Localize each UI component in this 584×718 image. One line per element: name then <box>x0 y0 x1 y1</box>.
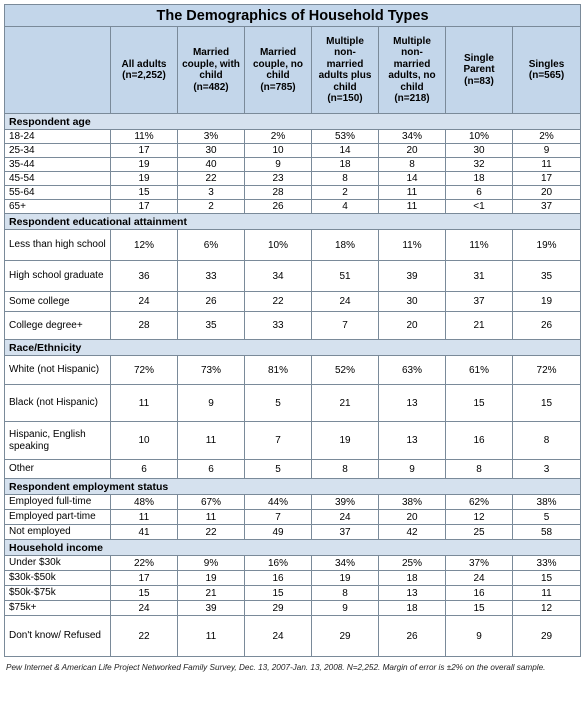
table-cell: 8 <box>312 460 379 479</box>
table-cell: 15 <box>446 601 513 616</box>
table-cell: 37% <box>446 556 513 571</box>
table-cell: 25 <box>446 525 513 540</box>
table-row <box>5 495 581 510</box>
table-cell: 9 <box>312 601 379 616</box>
table-cell: 35 <box>178 312 245 340</box>
table-cell: 29 <box>312 616 379 657</box>
table-cell: 6 <box>111 460 178 479</box>
table-cell: 29 <box>245 601 312 616</box>
table-cell: 41 <box>111 525 178 540</box>
table-cell: 39% <box>312 495 379 510</box>
section-header <box>5 479 581 495</box>
demographics-table <box>4 4 581 657</box>
table-cell: 11% <box>379 230 446 261</box>
table-row <box>5 601 581 616</box>
table-cell: 16% <box>245 556 312 571</box>
table-cell: 23 <box>245 172 312 186</box>
table-cell: 15 <box>513 571 581 586</box>
table-cell: 53% <box>312 130 379 144</box>
table-cell: 15 <box>245 586 312 601</box>
table-cell: 73% <box>178 356 245 385</box>
table-row <box>5 510 581 525</box>
table-row <box>5 385 581 422</box>
table-cell: 9 <box>513 144 581 158</box>
table-cell: 34% <box>379 130 446 144</box>
table-cell: 25% <box>379 556 446 571</box>
section-title: Respondent employment status <box>5 479 581 495</box>
table-row <box>5 172 581 186</box>
row-label: 35-44 <box>5 158 111 172</box>
table-cell: 19 <box>312 422 379 460</box>
row-label: 55-64 <box>5 186 111 200</box>
table-cell: 18 <box>379 601 446 616</box>
row-label: High school graduate <box>5 261 111 292</box>
table-cell: 72% <box>111 356 178 385</box>
table-cell: 9 <box>379 460 446 479</box>
table-cell: 7 <box>245 422 312 460</box>
column-header: All adults (n=2,252) <box>111 27 178 114</box>
table-cell: 5 <box>245 385 312 422</box>
row-label: Don't know/ Refused <box>5 616 111 657</box>
table-cell: 7 <box>312 312 379 340</box>
table-cell: 15 <box>111 186 178 200</box>
table-cell: 24 <box>446 571 513 586</box>
table-cell: 11 <box>379 200 446 214</box>
table-cell: 11 <box>513 586 581 601</box>
table-cell: 24 <box>111 601 178 616</box>
table-cell: 15 <box>446 385 513 422</box>
table-cell: 15 <box>513 385 581 422</box>
table-cell: 19 <box>111 172 178 186</box>
table-cell: 19 <box>312 571 379 586</box>
table-cell: 10 <box>245 144 312 158</box>
table-row <box>5 230 581 261</box>
table-cell: 11 <box>379 186 446 200</box>
table-row <box>5 144 581 158</box>
table-cell: 42 <box>379 525 446 540</box>
table-cell: 21 <box>178 586 245 601</box>
table-cell: 3 <box>513 460 581 479</box>
table-cell: 17 <box>111 571 178 586</box>
table-cell: 5 <box>245 460 312 479</box>
table-cell: 22 <box>178 525 245 540</box>
column-header: Multiple non-married adults plus child (n=150) <box>312 27 379 114</box>
section-header <box>5 540 581 556</box>
table-cell: 16 <box>245 571 312 586</box>
table-cell: 26 <box>513 312 581 340</box>
row-label: Not employed <box>5 525 111 540</box>
table-cell: 11 <box>513 158 581 172</box>
table-row <box>5 292 581 312</box>
table-cell: 10% <box>446 130 513 144</box>
table-cell: 8 <box>312 172 379 186</box>
table-cell: 19 <box>513 292 581 312</box>
table-cell: 6 <box>446 186 513 200</box>
table-cell: 26 <box>178 292 245 312</box>
table-cell: 44% <box>245 495 312 510</box>
table-cell: 38% <box>513 495 581 510</box>
table-cell: 16 <box>446 422 513 460</box>
table-row <box>5 312 581 340</box>
table-cell: 11% <box>446 230 513 261</box>
table-cell: 28 <box>111 312 178 340</box>
row-label: 45-54 <box>5 172 111 186</box>
table-cell: 9 <box>446 616 513 657</box>
table-cell: 9 <box>245 158 312 172</box>
table-cell: 9 <box>178 385 245 422</box>
table-cell: 30 <box>379 292 446 312</box>
section-header <box>5 114 581 130</box>
table-cell: 17 <box>513 172 581 186</box>
row-label: Hispanic, English speaking <box>5 422 111 460</box>
table-cell: 37 <box>312 525 379 540</box>
table-cell: 58 <box>513 525 581 540</box>
column-header: Single Parent (n=83) <box>446 27 513 114</box>
table-row <box>5 186 581 200</box>
row-label: 25-34 <box>5 144 111 158</box>
section-title: Respondent age <box>5 114 581 130</box>
section-header <box>5 214 581 230</box>
table-cell: 6 <box>178 460 245 479</box>
row-label: $50k-$75k <box>5 586 111 601</box>
table-cell: 24 <box>111 292 178 312</box>
table-cell: 62% <box>446 495 513 510</box>
table-cell: 8 <box>446 460 513 479</box>
row-label-header <box>5 27 111 114</box>
section-title: Race/Ethnicity <box>5 340 581 356</box>
table-cell: 39 <box>178 601 245 616</box>
table-cell: 10 <box>111 422 178 460</box>
row-label: White (not Hispanic) <box>5 356 111 385</box>
table-cell: 2 <box>178 200 245 214</box>
table-row <box>5 422 581 460</box>
table-cell: 24 <box>312 292 379 312</box>
table-cell: 34% <box>312 556 379 571</box>
table-cell: <1 <box>446 200 513 214</box>
table-cell: 20 <box>379 144 446 158</box>
table-cell: 32 <box>446 158 513 172</box>
table-cell: 11 <box>178 616 245 657</box>
table-row <box>5 616 581 657</box>
row-label: $75k+ <box>5 601 111 616</box>
table-cell: 12% <box>111 230 178 261</box>
table-cell: 3% <box>178 130 245 144</box>
table-cell: 30 <box>178 144 245 158</box>
row-label: 18-24 <box>5 130 111 144</box>
table-cell: 16 <box>446 586 513 601</box>
table-cell: 63% <box>379 356 446 385</box>
demographics-table-container <box>4 4 580 672</box>
table-cell: 37 <box>513 200 581 214</box>
row-label: Under $30k <box>5 556 111 571</box>
table-cell: 18 <box>379 571 446 586</box>
row-label: 65+ <box>5 200 111 214</box>
table-cell: 30 <box>446 144 513 158</box>
table-cell: 22 <box>111 616 178 657</box>
table-cell: 5 <box>513 510 581 525</box>
table-cell: 35 <box>513 261 581 292</box>
table-cell: 21 <box>446 312 513 340</box>
table-cell: 11 <box>111 510 178 525</box>
row-label: Employed part-time <box>5 510 111 525</box>
table-cell: 39 <box>379 261 446 292</box>
table-cell: 22 <box>178 172 245 186</box>
table-cell: 67% <box>178 495 245 510</box>
column-header-row <box>5 27 581 114</box>
table-cell: 38% <box>379 495 446 510</box>
table-cell: 11 <box>178 422 245 460</box>
table-cell: 61% <box>446 356 513 385</box>
section-title: Household income <box>5 540 581 556</box>
table-row <box>5 525 581 540</box>
table-cell: 33% <box>513 556 581 571</box>
section-header <box>5 340 581 356</box>
table-cell: 48% <box>111 495 178 510</box>
row-label: Less than high school <box>5 230 111 261</box>
table-cell: 26 <box>245 200 312 214</box>
table-cell: 12 <box>513 601 581 616</box>
table-cell: 28 <box>245 186 312 200</box>
table-cell: 20 <box>513 186 581 200</box>
table-cell: 13 <box>379 422 446 460</box>
table-cell: 81% <box>245 356 312 385</box>
table-cell: 22% <box>111 556 178 571</box>
column-header: Multiple non-married adults, no child (n=218) <box>379 27 446 114</box>
table-cell: 22 <box>245 292 312 312</box>
table-cell: 37 <box>446 292 513 312</box>
column-header: Married couple, with child (n=482) <box>178 27 245 114</box>
table-cell: 15 <box>111 586 178 601</box>
table-cell: 4 <box>312 200 379 214</box>
table-row <box>5 130 581 144</box>
table-cell: 18% <box>312 230 379 261</box>
table-cell: 18 <box>446 172 513 186</box>
table-cell: 3 <box>178 186 245 200</box>
table-cell: 2% <box>513 130 581 144</box>
table-row <box>5 460 581 479</box>
row-label: College degree+ <box>5 312 111 340</box>
table-cell: 24 <box>245 616 312 657</box>
table-cell: 72% <box>513 356 581 385</box>
table-cell: 14 <box>379 172 446 186</box>
table-cell: 31 <box>446 261 513 292</box>
footnote: Pew Internet & American Life Project Networked Family Survey, Dec. 13, 2007-Jan. 13, 2008. N=2,252. Margin of error is ±2% on the overall sample. <box>6 663 546 672</box>
table-cell: 52% <box>312 356 379 385</box>
section-title: Respondent educational attainment <box>5 214 581 230</box>
table-row <box>5 261 581 292</box>
table-cell: 19% <box>513 230 581 261</box>
table-cell: 17 <box>111 200 178 214</box>
table-cell: 13 <box>379 385 446 422</box>
table-cell: 51 <box>312 261 379 292</box>
table-cell: 11 <box>111 385 178 422</box>
table-cell: 9% <box>178 556 245 571</box>
table-cell: 11% <box>111 130 178 144</box>
table-cell: 18 <box>312 158 379 172</box>
table-cell: 36 <box>111 261 178 292</box>
table-cell: 8 <box>379 158 446 172</box>
table-row <box>5 571 581 586</box>
table-cell: 33 <box>178 261 245 292</box>
table-row <box>5 158 581 172</box>
table-row <box>5 200 581 214</box>
table-cell: 17 <box>111 144 178 158</box>
row-label: Other <box>5 460 111 479</box>
table-cell: 26 <box>379 616 446 657</box>
row-label: Some college <box>5 292 111 312</box>
table-cell: 8 <box>513 422 581 460</box>
row-label: Black (not Hispanic) <box>5 385 111 422</box>
column-header: Married couple, no child (n=785) <box>245 27 312 114</box>
table-cell: 12 <box>446 510 513 525</box>
table-cell: 40 <box>178 158 245 172</box>
table-cell: 13 <box>379 586 446 601</box>
column-header: Singles (n=565) <box>513 27 581 114</box>
table-cell: 6% <box>178 230 245 261</box>
table-cell: 34 <box>245 261 312 292</box>
table-cell: 10% <box>245 230 312 261</box>
table-cell: 33 <box>245 312 312 340</box>
table-row <box>5 356 581 385</box>
table-row <box>5 556 581 571</box>
table-cell: 20 <box>379 312 446 340</box>
table-cell: 24 <box>312 510 379 525</box>
table-cell: 19 <box>178 571 245 586</box>
table-cell: 7 <box>245 510 312 525</box>
table-cell: 49 <box>245 525 312 540</box>
table-title: The Demographics of Household Types <box>5 5 581 27</box>
table-row <box>5 586 581 601</box>
table-cell: 8 <box>312 586 379 601</box>
table-cell: 29 <box>513 616 581 657</box>
row-label: $30k-$50k <box>5 571 111 586</box>
table-cell: 14 <box>312 144 379 158</box>
table-cell: 21 <box>312 385 379 422</box>
table-cell: 2 <box>312 186 379 200</box>
table-cell: 2% <box>245 130 312 144</box>
table-cell: 20 <box>379 510 446 525</box>
table-cell: 11 <box>178 510 245 525</box>
row-label: Employed full-time <box>5 495 111 510</box>
table-cell: 19 <box>111 158 178 172</box>
